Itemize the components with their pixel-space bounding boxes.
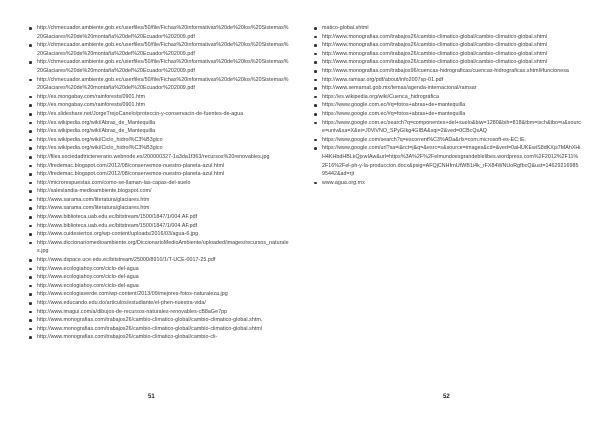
reference-item: http://www.ecologiahoy.com/ciclo-del-agua [28, 265, 290, 274]
reference-item: http://files.sociedadtrictenerario.webnode.es/200000327-1a3da1f363/recursos%20renovables.jpg [28, 153, 290, 162]
reference-item: http://es.slideshare.net/JorgeTrejoCanelo/proteccin-y-conservacin-de-fuentes-de-agua [28, 110, 290, 119]
reference-item: http://es.mongabay.com/rainforests/0901.htm [28, 93, 290, 102]
reference-item: http://www.monografias.com/trabajos26/cambio-climatico-global/cambio-climatico-global.shtml [28, 325, 290, 334]
reference-item: http://www.monografias.com/trabajos26/cambio-climatico-global/cambio-climatico-global.shtml [313, 33, 581, 42]
reference-item: http://microrespuestas.com/como-se-llaman-las-capas-del-suelo [28, 179, 290, 188]
page-number-left: 51 [148, 394, 155, 400]
reference-item: http://www.ramsar.org/pdf/about/info2007sp-01.pdf [313, 76, 581, 85]
reference-item: http://www.cuidesiertos.org/wp-content/uploads/2016/03/agua-6.jpg [28, 230, 290, 239]
reference-item: http://www.monografias.com/trabajos96/cuencas-hidrograficas/cuencas-hidrograficas.shtml#funcionesa [313, 67, 581, 76]
reference-item: http://www.ecologiahoy.com/ciclo-del-agua [28, 282, 290, 291]
reference-item: http://www.educando.edu.do/articulos/estudiante/el-phen-nuestra-vida/ [28, 299, 290, 308]
reference-item: http://www.biblioteca.uab.edu.ec/bitstream/1500/1847/1/004.AF.pdf [28, 222, 290, 231]
reference-item: http://fredemac.blogspot.com/2012/08/conservemos-nuestro-planeta-azul.html [28, 162, 290, 171]
reference-item: http://www.semarnat.gob.mx/temas/agenda-internacional/ramsar [313, 84, 581, 93]
reference-item: http://www.monografias.com/trabajos26/cambio-climatico-global/cambio-climatico-global.shtml [313, 41, 581, 50]
page-number-right: 52 [443, 394, 450, 400]
reference-item: http://chmecuador.ambiente.gob.ec/userfiles/50/file/Fichas%20informativas%20de%20los%20Sistemas%20Glaciares%20de%20montaña%20del%20Ecuador%202009.pdf [28, 76, 290, 93]
reference-item: http://www.sarama.com/literatura/glaciares.htm [28, 204, 290, 213]
reference-item: http://www.monografias.com/trabajos26/cambio-climatico-global/cambio-climatico-global.shtml [313, 50, 581, 59]
reference-item: http://www.monografias.com/trabajos26/cambio-climatico-global/cambio-climatico-global.shtml [313, 58, 581, 67]
reference-item: http://www.dspace.uce.edu.ec/bitstream/25000/8910/1/T-UCE-0017-25.pdf [28, 256, 290, 265]
reference-item: http://www.monografias.com/trabajos26/cambio-climatico-global/cambio-cli- [28, 333, 290, 342]
reference-item: http://chmecuador.ambiente.gob.ec/userfiles/50/file/Fichas%20informativas%20de%20los%20Sistemas%20Glaciares%20de%20montaña%20del%20Ecuador%202009.pdf [28, 24, 290, 41]
reference-item: https://www.google.com/url?sa=i&rct=j&q=&esrc=s&source=images&cd=&ved=0aHUKEwiS8dKXjs7MAhXHiH4KHbdHBLkQjxwIAw&url=https%3A%2F%2Felmundoesgrandeblelibes.wordpress.com%2F2012%2F11%2F16%2Fel-ph-y-la-produccion.docx&psig=AFQjCNHfrnUtWB1i4k_rFX84WNUoRgfbcQ&ust=1462921698595442&ad=rjt [313, 144, 581, 178]
reference-item: https://www.google.com.ec/search?q=componentes+del+suelo&biw=1280&bih=818&tbm=isch&tbo=u&source=univ&sa=X&ei=J0ViVNO_SPyGIkg4GIBA&sqi=2&ved=0CBcQsAQ [313, 119, 581, 136]
reference-item: http://www.sarama.com/literatura/glaciares.htm [28, 196, 290, 205]
reference-item: http://fredemac.blogspot.com/2012/08/conservemos-nuestro-planeta-azul.html [28, 170, 290, 179]
reference-item: http://es.mongabay.com/rainforests/0901.htm [28, 101, 290, 110]
reference-item: https://es.wikipedia.org/wiki/Cuenca_hidrográfica [313, 93, 581, 102]
reference-item: http://www.biblioteca.uab.edu.ec/bitstream/1500/1847/1/004.AF.pdf [28, 213, 290, 222]
reference-item: www.agua.org.mx [313, 179, 581, 188]
reference-item: http://es.wikipedia.org/wiki/Ciclo_hidrol%C3%B3gico [28, 136, 290, 145]
reference-item: https://www.google.com.ec/#q=fotos+abras+de+mantequilla [313, 110, 581, 119]
reference-item: http://es.wikipedia.org/wiki/Abras_de_Mantequilla [28, 119, 290, 128]
reference-item: http://es.wikipedia.org/wiki/Abras_de_Mantequilla [28, 127, 290, 136]
reference-item: https://www.google.com/search?q=escorrent%C3%ADa&rls=com.microsoft-es-EC:IE. [313, 136, 581, 145]
reference-item: https://www.google.com.ec/#q=fotos+abras+de+mantequilla [313, 101, 581, 110]
reference-item: http://www.monografias.com/trabajos26/cambio-climatico-global/cambio-climatico-global.shtm. [28, 316, 290, 325]
reference-item: http://www.ecologiahoy.com/ciclo-del-agua [28, 273, 290, 282]
reference-item: http://chmecuador.ambiente.gob.ec/userfiles/50/file/Fichas%20informativas%20de%20los%20Sistemas%20Glaciares%20de%20montaña%20del%20Ecuador%202009.pdf [28, 41, 290, 58]
reference-item: http://www.imagui.com/a/dibujos-de-recursos-naturales-renovables-cB8aGe7pp [28, 308, 290, 317]
reference-item: matico-global.shtml [313, 24, 581, 33]
reference-item: http://es.wikipedia.org/wiki/Ciclo_hidrol%C3%B3gico [28, 144, 290, 153]
left-reference-list [28, 24, 290, 342]
reference-item: http://chmecuador.ambiente.gob.ec/userfiles/50/file/Fichas%20informativas%20de%20los%20Sistemas%20Glaciares%20de%20montaña%20del%20Ecuador%202009.pdf [28, 58, 290, 75]
right-page [313, 24, 581, 187]
right-reference-list [313, 24, 581, 187]
reference-item: http://www.diccionariomedioambiente.org/DiccionarioMedioAmbiente/uploaded/images/recursos_naturales.jpg [28, 239, 290, 256]
reference-item: http://www.ecologiaverde.com/wp-content/2013/09/mejores-fotos-naturaleza.jpg [28, 290, 290, 299]
left-page [28, 24, 290, 342]
reference-item: http://saleslandia-medioambiente.blogspot.com/ [28, 187, 290, 196]
